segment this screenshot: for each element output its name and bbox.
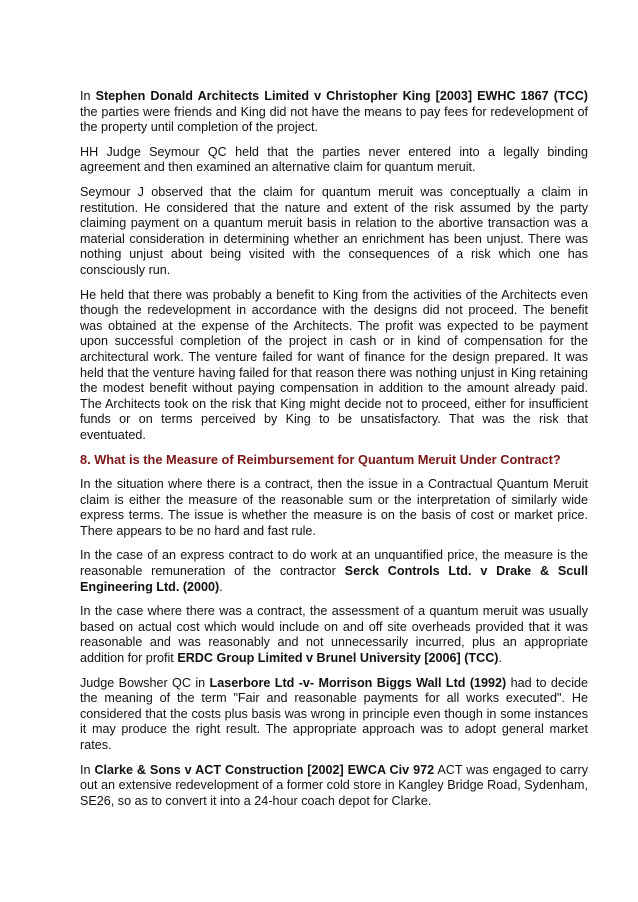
- section-after-heading: [80, 477, 588, 809]
- paragraph-text: .: [498, 651, 503, 665]
- case-citation: Serck Controls Ltd. v Drake & Scull Engineering Ltd. (2000): [80, 564, 588, 594]
- paragraph-text: ACT was engaged to carry out an extensive redevelopment of a former cold store in Kangley Bridge Road, Sydenham, SE26, so as to convert it into a 24-hour coach depot for Clarke.: [80, 762, 588, 808]
- paragraph-text: In the case of an express contract to do work at an unquantified price, the measure is the reasonable remuneration of the contractor: [80, 548, 588, 579]
- paragraph-text: had to decide the meaning of the term "Fair and reasonable payments for all works executed". He considered that the costs plus basis was wrong in principle even though in some instances it may produce the right result. The appropriate approach was to adopt general market rates.: [80, 675, 588, 752]
- paragraph-text: Judge Bowsher QC in: [80, 675, 210, 690]
- case-citation: ERDC Group Limited v Brunel University [2006] (TCC): [177, 651, 499, 665]
- case-citation: Stephen Donald Architects Limited v Christopher King [2003] EWHC 1867 (TCC): [95, 89, 588, 103]
- paragraph: [80, 548, 588, 595]
- paragraph: [80, 185, 588, 279]
- paragraph-text: In the situation where there is a contract, then the issue in a Contractual Quantum Meruit claim is either the measure of the reasonable sum or the interpretation of similarly wide express terms. The issue is whether the measure is on the basis of cost or market price. There appears to be no hard and fast rule.: [80, 477, 588, 538]
- section-heading: 8. What is the Measure of Reimbursement for Quantum Meruit Under Contract?: [80, 452, 561, 468]
- paragraph-text: In: [80, 89, 96, 103]
- section-before-heading: [80, 89, 588, 443]
- paragraph-text: the parties were friends and King did not have the means to pay fees for redevelopment of the property until completion of the project.: [80, 104, 588, 135]
- paragraph-text: .: [219, 579, 223, 594]
- case-citation: Clarke & Sons v ACT Construction [2002] EWCA Civ 972: [94, 762, 435, 777]
- paragraph-text: In: [80, 762, 95, 777]
- paragraph: [80, 604, 588, 666]
- paragraph-text: In the case where there was a contract, the assessment of a quantum meruit was usually based on actual cost which would include on and off site overheads provided that it was reasonable and was reasonably and not unnecessarily incurred, plus an appropriate addition for profit: [80, 604, 588, 665]
- paragraph-text: HH Judge Seymour QC held that the parties never entered into a legally binding agreement and then examined an alternative claim for quantum meruit.: [80, 144, 588, 175]
- paragraph-text: Seymour J observed that the claim for quantum meruit was conceptually a claim in restitution. He considered that the nature and extent of the risk assumed by the party claiming payment on a quantum meruit basis in relation to the abortive transaction was a material consideration in determining whether an enrichment has been unjust. There was nothing unjust about being visited with the consequences of a risk which one has consciously run.: [80, 184, 588, 277]
- paragraph: [80, 676, 588, 754]
- case-citation: Laserbore Ltd -v- Morrison Biggs Wall Ltd (1992): [209, 675, 507, 690]
- document-page: [80, 89, 588, 818]
- paragraph: [80, 477, 588, 539]
- paragraph-text: He held that there was probably a benefit to King from the activities of the Architects even though the redevelopment in accordance with the designs did not proceed. The benefit was obtained at the expense of the Architects. The profit was expected to be payment upon successful completion of the project in cash or in kind of compensation for the architectural work. The venture failed for want of finance for the design prepared. It was held that the venture having failed for that reason there was nothing unjust in King retaining the modest benefit without paying compensation in addition to the amount already paid. The Architects took on the risk that King might decide not to proceed, either for insufficient funds or on terms perceived by King to be unsatisfactory. That was the risk that eventuated.: [80, 287, 588, 442]
- paragraph: [80, 288, 588, 444]
- paragraph: [80, 145, 588, 176]
- paragraph: [80, 89, 588, 136]
- paragraph: [80, 763, 588, 810]
